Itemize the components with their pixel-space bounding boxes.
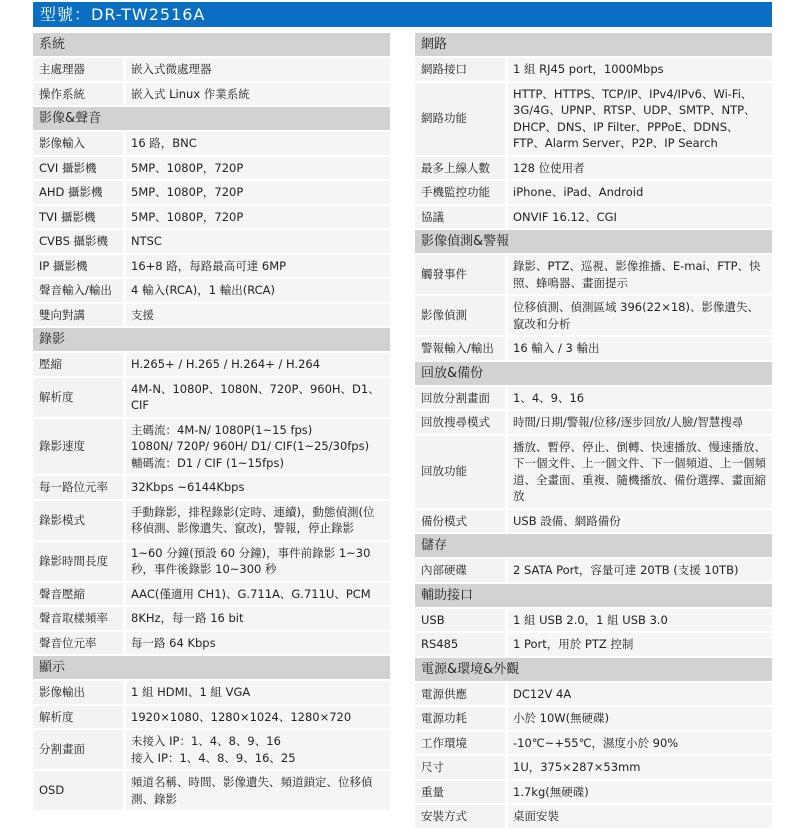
spec-label: 每一路位元率 — [33, 476, 123, 499]
spec-value: AAC(僅適用 CH1)、G.711A、G.711U、PCM — [126, 583, 390, 606]
spec-label: 電源供應 — [415, 683, 505, 706]
spec-value: 播放、暫停、停止、倒轉、快速播放、慢速播放、下一個文件、上一個文件、下一個頻道、上一個頻道、全畫面、重複、隨機播放、備份選擇、畫面縮放 — [508, 436, 772, 508]
spec-row — [33, 607, 390, 630]
spec-label: 壓縮 — [33, 353, 123, 376]
spec-label: 回放分割畫面 — [415, 387, 505, 410]
spec-value: 16+8 路，每路最高可達 6MP — [126, 255, 390, 278]
spec-row — [415, 510, 772, 533]
spec-label: 分割畫面 — [33, 730, 123, 769]
spec-value: 未接入 IP：1、4、8、9、16 接入 IP：1、4、8、9、16、25 — [126, 730, 390, 769]
spec-value: 1920×1080、1280×1024、1280×720 — [126, 706, 390, 729]
spec-value: 嵌入式 Linux 作業系統 — [126, 83, 390, 106]
spec-row — [415, 206, 772, 229]
spec-row — [33, 583, 390, 606]
section-header: 系統 — [33, 33, 390, 56]
spec-value: 8KHz，每一路 16 bit — [126, 607, 390, 630]
left-spec-column — [33, 33, 390, 812]
spec-value: 小於 10W(無硬碟) — [508, 707, 772, 730]
spec-value: 2 SATA Port，容量可達 20TB (支援 10TB) — [508, 559, 772, 582]
spec-row — [33, 476, 390, 499]
spec-label: 內部硬碟 — [415, 559, 505, 582]
spec-label: 警報輸入/輸出 — [415, 337, 505, 360]
spec-value: 頻道名稱、時間、影像遺失、頻道鎖定、位移偵測、錄影 — [126, 771, 390, 810]
spec-row — [415, 707, 772, 730]
spec-label: 雙向對講 — [33, 304, 123, 327]
spec-value: 主碼流：4M-N/ 1080P(1~15 fps) 1080N/ 720P/ 960H/ D1/ CIF(1~25/30fps) 輔碼流：D1 / CIF (1~15fps) — [126, 419, 390, 475]
spec-row — [415, 559, 772, 582]
spec-value: 5MP、1080P，720P — [126, 157, 390, 180]
spec-label: 錄影速度 — [33, 419, 123, 475]
spec-value: 1 組 HDMI、1 組 VGA — [126, 681, 390, 704]
spec-value: -10℃~+55℃，濕度小於 90% — [508, 732, 772, 755]
spec-value: USB 設備、網路備份 — [508, 510, 772, 533]
spec-label: 錄影模式 — [33, 501, 123, 540]
spec-row — [415, 58, 772, 81]
spec-value: 支援 — [126, 304, 390, 327]
spec-value: 16 路，BNC — [126, 132, 390, 155]
spec-value: 1.7kg(無硬碟) — [508, 781, 772, 804]
spec-label: 回放搜尋模式 — [415, 411, 505, 434]
spec-value: 桌面安裝 — [508, 805, 772, 828]
spec-row — [33, 304, 390, 327]
spec-label: 聲音位元率 — [33, 632, 123, 655]
spec-row — [33, 419, 390, 475]
spec-value: 1、4、9、16 — [508, 387, 772, 410]
spec-row — [415, 387, 772, 410]
spec-value: 4 輸入(RCA)，1 輸出(RCA) — [126, 279, 390, 302]
spec-row — [415, 805, 772, 828]
spec-value: 1U，375×287×53mm — [508, 756, 772, 779]
spec-label: TVI 攝影機 — [33, 206, 123, 229]
spec-value: 1~60 分鐘(預設 60 分鐘)，事件前錄影 1~30 秒，事件後錄影 10~300 秒 — [126, 542, 390, 581]
spec-row — [415, 683, 772, 706]
spec-value: H.265+ / H.265 / H.264+ / H.264 — [126, 353, 390, 376]
spec-row — [415, 609, 772, 632]
spec-row — [33, 157, 390, 180]
section-header: 影像&聲音 — [33, 107, 390, 130]
spec-row — [415, 83, 772, 155]
spec-row — [33, 230, 390, 253]
spec-value: DC12V 4A — [508, 683, 772, 706]
spec-label: 聲音輸入/輸出 — [33, 279, 123, 302]
spec-label: 尺寸 — [415, 756, 505, 779]
section-header: 顯示 — [33, 656, 390, 679]
spec-value: 32Kbps ~6144Kbps — [126, 476, 390, 499]
spec-label: 解析度 — [33, 378, 123, 417]
spec-label: 影像輸出 — [33, 681, 123, 704]
spec-value: 時間/日期/警報/位移/逐步回放/人臉/智慧搜尋 — [508, 411, 772, 434]
spec-row — [33, 206, 390, 229]
spec-label: 安裝方式 — [415, 805, 505, 828]
spec-label: 手機監控功能 — [415, 181, 505, 204]
spec-value: 5MP、1080P，720P — [126, 181, 390, 204]
spec-row — [415, 436, 772, 508]
spec-value: 1 組 USB 2.0，1 組 USB 3.0 — [508, 609, 772, 632]
spec-row — [33, 632, 390, 655]
spec-row — [415, 411, 772, 434]
spec-label: 電源功耗 — [415, 707, 505, 730]
spec-label: 備份模式 — [415, 510, 505, 533]
spec-label: 網路功能 — [415, 83, 505, 155]
spec-row — [33, 771, 390, 810]
spec-row — [33, 706, 390, 729]
spec-label: 操作系統 — [33, 83, 123, 106]
spec-row — [415, 181, 772, 204]
spec-label: OSD — [33, 771, 123, 810]
spec-row — [415, 633, 772, 656]
spec-row — [33, 353, 390, 376]
spec-label: 回放功能 — [415, 436, 505, 508]
spec-value: 5MP、1080P，720P — [126, 206, 390, 229]
spec-row — [415, 337, 772, 360]
spec-label: 重量 — [415, 781, 505, 804]
spec-value: ONVIF 16.12、CGI — [508, 206, 772, 229]
spec-value: 錄影、PTZ、巡視、影像推播、E-mai、FTP、快照、蜂鳴器、畫面提示 — [508, 255, 772, 294]
spec-value: 128 位使用者 — [508, 157, 772, 180]
section-header: 輔助接口 — [415, 584, 772, 607]
spec-label: 最多上線人數 — [415, 157, 505, 180]
spec-value: 4M-N、1080P、1080N、720P、960H、D1、CIF — [126, 378, 390, 417]
spec-row — [415, 157, 772, 180]
spec-label: 錄影時間長度 — [33, 542, 123, 581]
spec-row — [33, 501, 390, 540]
section-header: 影像偵測&警報 — [415, 230, 772, 253]
section-header: 儲存 — [415, 534, 772, 557]
spec-label: CVBS 攝影機 — [33, 230, 123, 253]
spec-label: IP 攝影機 — [33, 255, 123, 278]
section-header: 回放&備份 — [415, 362, 772, 385]
spec-label: 主處理器 — [33, 58, 123, 81]
spec-row — [33, 255, 390, 278]
spec-value: NTSC — [126, 230, 390, 253]
spec-row — [415, 781, 772, 804]
spec-row — [415, 296, 772, 335]
spec-row — [33, 542, 390, 581]
spec-value: HTTP、HTTPS、TCP/IP、IPv4/IPv6、Wi-Fi、3G/4G、UPNP、RTSP、UDP、SMTP、NTP、DHCP、DNS、IP Filter、PPPoE、DDNS、FTP、Alarm Server、P2P、IP Search — [508, 83, 772, 155]
spec-label: 解析度 — [33, 706, 123, 729]
spec-row — [33, 83, 390, 106]
spec-label: 影像輸入 — [33, 132, 123, 155]
spec-row — [415, 756, 772, 779]
spec-value: 1 Port，用於 PTZ 控制 — [508, 633, 772, 656]
spec-value: iPhone、iPad、Android — [508, 181, 772, 204]
spec-value: 手動錄影，排程錄影(定時、連續)，動態偵測(位移偵測、影像遺失、竄改)，警報，停止錄影 — [126, 501, 390, 540]
spec-row — [33, 681, 390, 704]
model-title: 型號：DR-TW2516A — [33, 2, 772, 27]
section-header: 網路 — [415, 33, 772, 56]
section-header: 電源&環境&外觀 — [415, 658, 772, 681]
spec-label: 協議 — [415, 206, 505, 229]
right-spec-column — [415, 33, 772, 830]
spec-label: 網路接口 — [415, 58, 505, 81]
spec-label: 聲音壓縮 — [33, 583, 123, 606]
spec-label: AHD 攝影機 — [33, 181, 123, 204]
spec-row — [33, 58, 390, 81]
spec-row — [33, 378, 390, 417]
spec-label: RS485 — [415, 633, 505, 656]
spec-label: 聲音取樣頻率 — [33, 607, 123, 630]
spec-row — [415, 732, 772, 755]
spec-label: 工作環境 — [415, 732, 505, 755]
spec-row — [33, 181, 390, 204]
spec-value: 每一路 64 Kbps — [126, 632, 390, 655]
section-header: 錄影 — [33, 328, 390, 351]
spec-row — [33, 730, 390, 769]
spec-value: 位移偵測、偵測區域 396(22×18)、影像遺失、竄改和分析 — [508, 296, 772, 335]
spec-value: 1 組 RJ45 port，1000Mbps — [508, 58, 772, 81]
spec-label: USB — [415, 609, 505, 632]
spec-row — [415, 255, 772, 294]
spec-value: 嵌入式微處理器 — [126, 58, 390, 81]
spec-label: CVI 攝影機 — [33, 157, 123, 180]
spec-row — [33, 132, 390, 155]
spec-value: 16 輸入 / 3 輸出 — [508, 337, 772, 360]
spec-label: 觸發事件 — [415, 255, 505, 294]
spec-label: 影像偵測 — [415, 296, 505, 335]
spec-row — [33, 279, 390, 302]
